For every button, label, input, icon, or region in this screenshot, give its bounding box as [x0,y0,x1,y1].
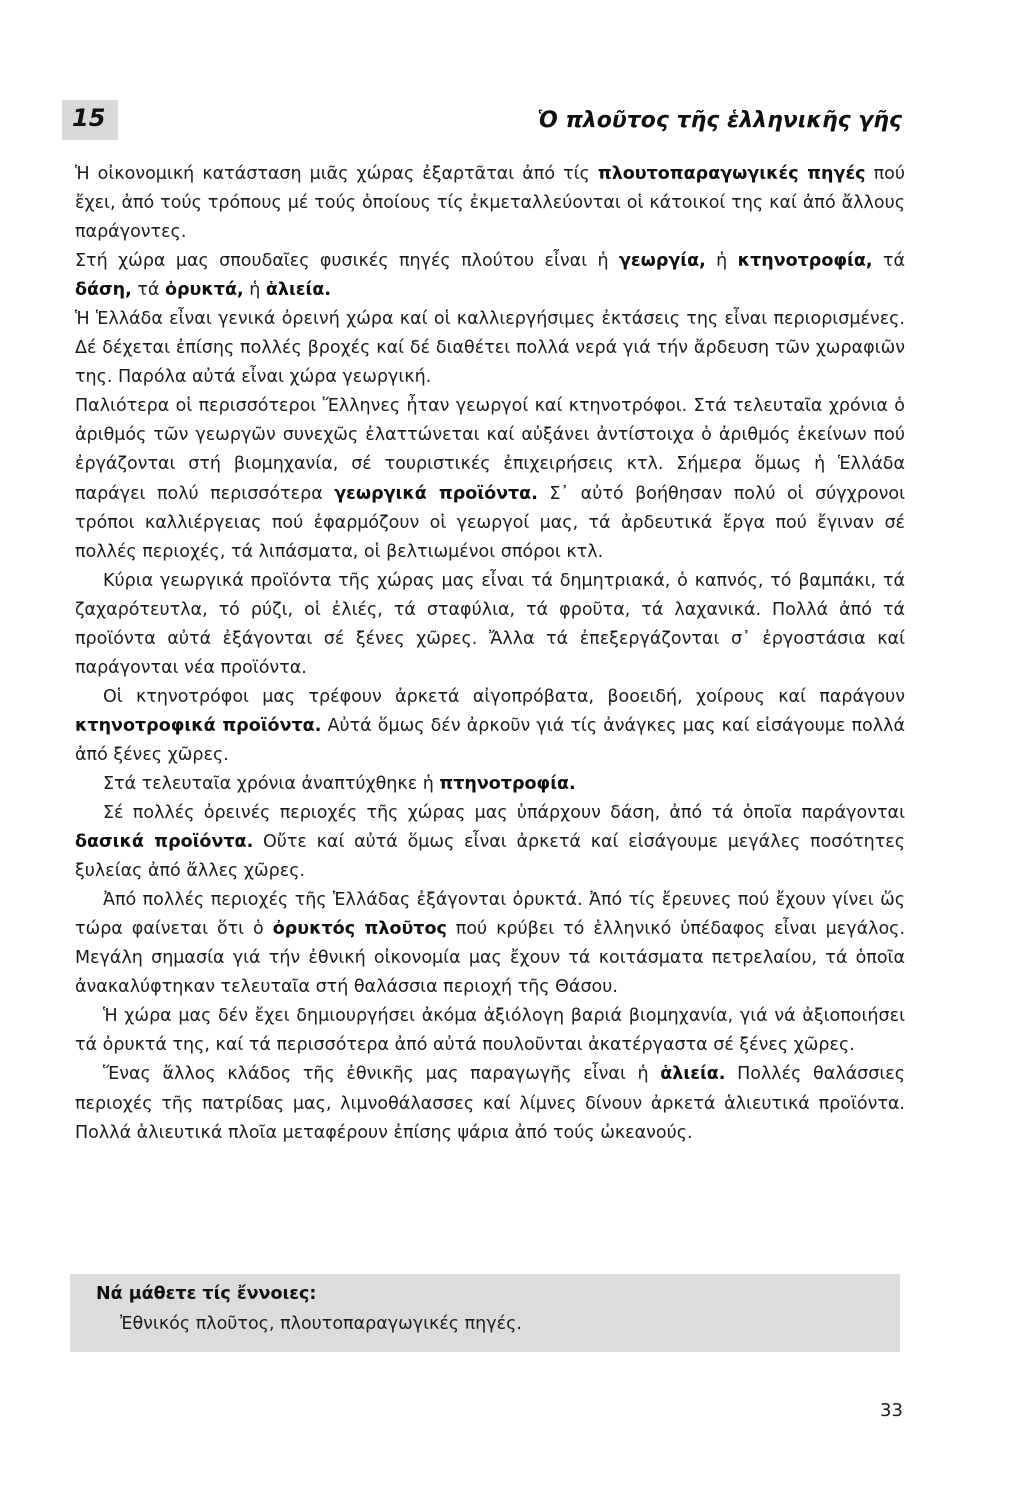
paragraph-11: Ἕνας ἄλλος κλάδος τῆς ἐθνικῆς μας παραγωγῆς εἶναι ἡ ἁλιεία. Πολλές θαλάσσιες περιοχές τῆς πατρίδας μας, λιμνοθάλασσες καί λίμνες δίνουν ἀρκετά ἁλιευτικά προϊόντα. Πολλά ἁλιευτικά πλοῖα μεταφέρουν ἐπίσης ψάρια ἀπό τούς ὠκεανούς. [75,1064,906,1143]
paragraph-6: Οἱ κτηνοτρόφοι μας τρέφουν ἀρκετά αἰγοπρόβατα, βοοειδή, χοίρους καί παράγουν κτηνοτροφικά προϊόντα. Αὐτά ὅμως δέν ἀρκοῦν γιά τίς ἀνάγκες μας καί εἰσάγουμε πολλά ἀπό ξένες χῶρες. [75,686,905,765]
page-number: 33 [880,1400,903,1421]
paragraph-1: Ἡ οἰκονομική κατάσταση μιᾶς χώρας ἐξαρτᾶται ἀπό τίς πλουτοπαραγωγικές πηγές πού ἔχει, ἀπό τούς τρόπους μέ τούς ὁποίους τίς ἐκμεταλλεύονται οἱ κάτοικοί της καί ἀπό ἄλλους παράγοντες. [75,164,905,243]
paragraph-2: Στή χώρα μας σπουδαῖες φυσικές πηγές πλούτου εἶναι ἡ γεωργία, ἡ κτηνοτροφία, τά δάση, τά ὀρυκτά, ἡ ἁλιεία. [75,251,905,301]
concepts-terms: Ἐθνικός πλοῦτος, πλουτοπαραγωγικές πηγές. [120,1314,522,1334]
chapter-number: 15 [72,104,106,132]
paragraph-5: Κύρια γεωργικά προϊόντα τῆς χώρας μας εἶναι τά δημητριακά, ὁ καπνός, τό βαμπάκι, τά ζαχαρότευτλα, τό ρύζι, οἱ ἐλιές, τά σταφύλια, τά φροῦτα, τά λαχανικά. Πολλά ἀπό τά προϊόντα αὐτά ἐξάγονται σέ ξένες χῶρες. Ἄλλα τά ἐπεξεργάζονται σ᾿ ἐργοστάσια καί παράγονται νέα προϊόντα. [75,570,905,678]
paragraph-4: Παλιότερα οἱ περισσότεροι Ἕλληνες ἦταν γεωργοί καί κτηνοτρόφοι. Στά τελευταῖα χρόνια ὁ ἀριθμός τῶν γεωργῶν συνεχῶς ἐλαττώνεται καί αὐξάνει ἀντίστοιχα ὁ ἀριθμός ἐκείνων πού ἐργάζονται στή βιομηχανία, σέ τουριστικές ἐπιχειρήσεις κτλ. Σήμερα ὅμως ἡ Ἑλλάδα παράγει πολύ περισσότερα γεωργικά προϊόντα. Σ᾿ αὐτό βοήθησαν πολύ οἱ σύγχρονοι τρόποι καλλιέργειας πού ἐφαρμόζουν οἱ γεωργοί μας, τά ἀρδευτικά ἔργα πού ἔγιναν σέ πολλές περιοχές, τά λιπάσματα, οἱ βελτιωμένοι σπόροι κτλ. [75,396,905,562]
paragraph-9: Ἀπό πολλές περιοχές τῆς Ἑλλάδας ἐξάγονται ὀρυκτά. Ἀπό τίς ἔρευνες πού ἔχουν γίνει ὥς τώρα φαίνεται ὅτι ὁ ὀρυκτός πλοῦτος πού κρύβει τό ἑλληνικό ὑπέδαφος εἶναι μεγάλος. Μεγάλη σημασία γιά τήν ἐθνική οἰκονομία μας ἔχουν τά κοιτάσματα πετρελαίου, τά ὁποῖα ἀνακαλύφτηκαν τελευταῖα στή θαλάσσια περιοχή τῆς Θάσου. [75,890,906,998]
body-text [75,160,905,1148]
paragraph-7: Στά τελευταῖα χρόνια ἀναπτύχθηκε ἡ πτηνοτροφία. [103,773,576,794]
paragraph-8: Σέ πολλές ὀρεινές περιοχές τῆς χώρας μας ὑπάρχουν δάση, ἀπό τά ὁποῖα παράγονται δασικά προϊόντα. Οὔτε καί αὐτά ὅμως εἶναι ἀρκετά καί εἰσάγουμε μεγάλες ποσότητες ξυλείας ἀπό ἄλλες χῶρες. [75,803,905,882]
paragraph-3: Ἡ Ἑλλάδα εἶναι γενικά ὀρεινή χώρα καί οἱ καλλιεργήσιμες ἐκτάσεις της εἶναι περιορισμένες. Δέ δέχεται ἐπίσης πολλές βροχές καί δέ διαθέτει πολλά νερά γιά τήν ἄρδευση τῶν χωραφιῶν της. Παρόλα αὐτά εἶναι χώρα γεωργική. [75,309,905,388]
concepts-title: Νά μάθετε τίς ἔννοιες: [96,1284,317,1304]
paragraph-10: Ἡ χώρα μας δέν ἔχει δημιουργήσει ἀκόμα ἀξιόλογη βαριά βιομηχανία, γιά νά ἀξιοποιήσει τά ὀρυκτά της, καί τά περισσότερα ἀπό αὐτά πουλοῦνται ἀκατέργαστα σέ ξένες χῶρες. [75,1006,905,1056]
chapter-title: Ὁ πλοῦτος τῆς ἑλληνικῆς γῆς [537,108,902,133]
